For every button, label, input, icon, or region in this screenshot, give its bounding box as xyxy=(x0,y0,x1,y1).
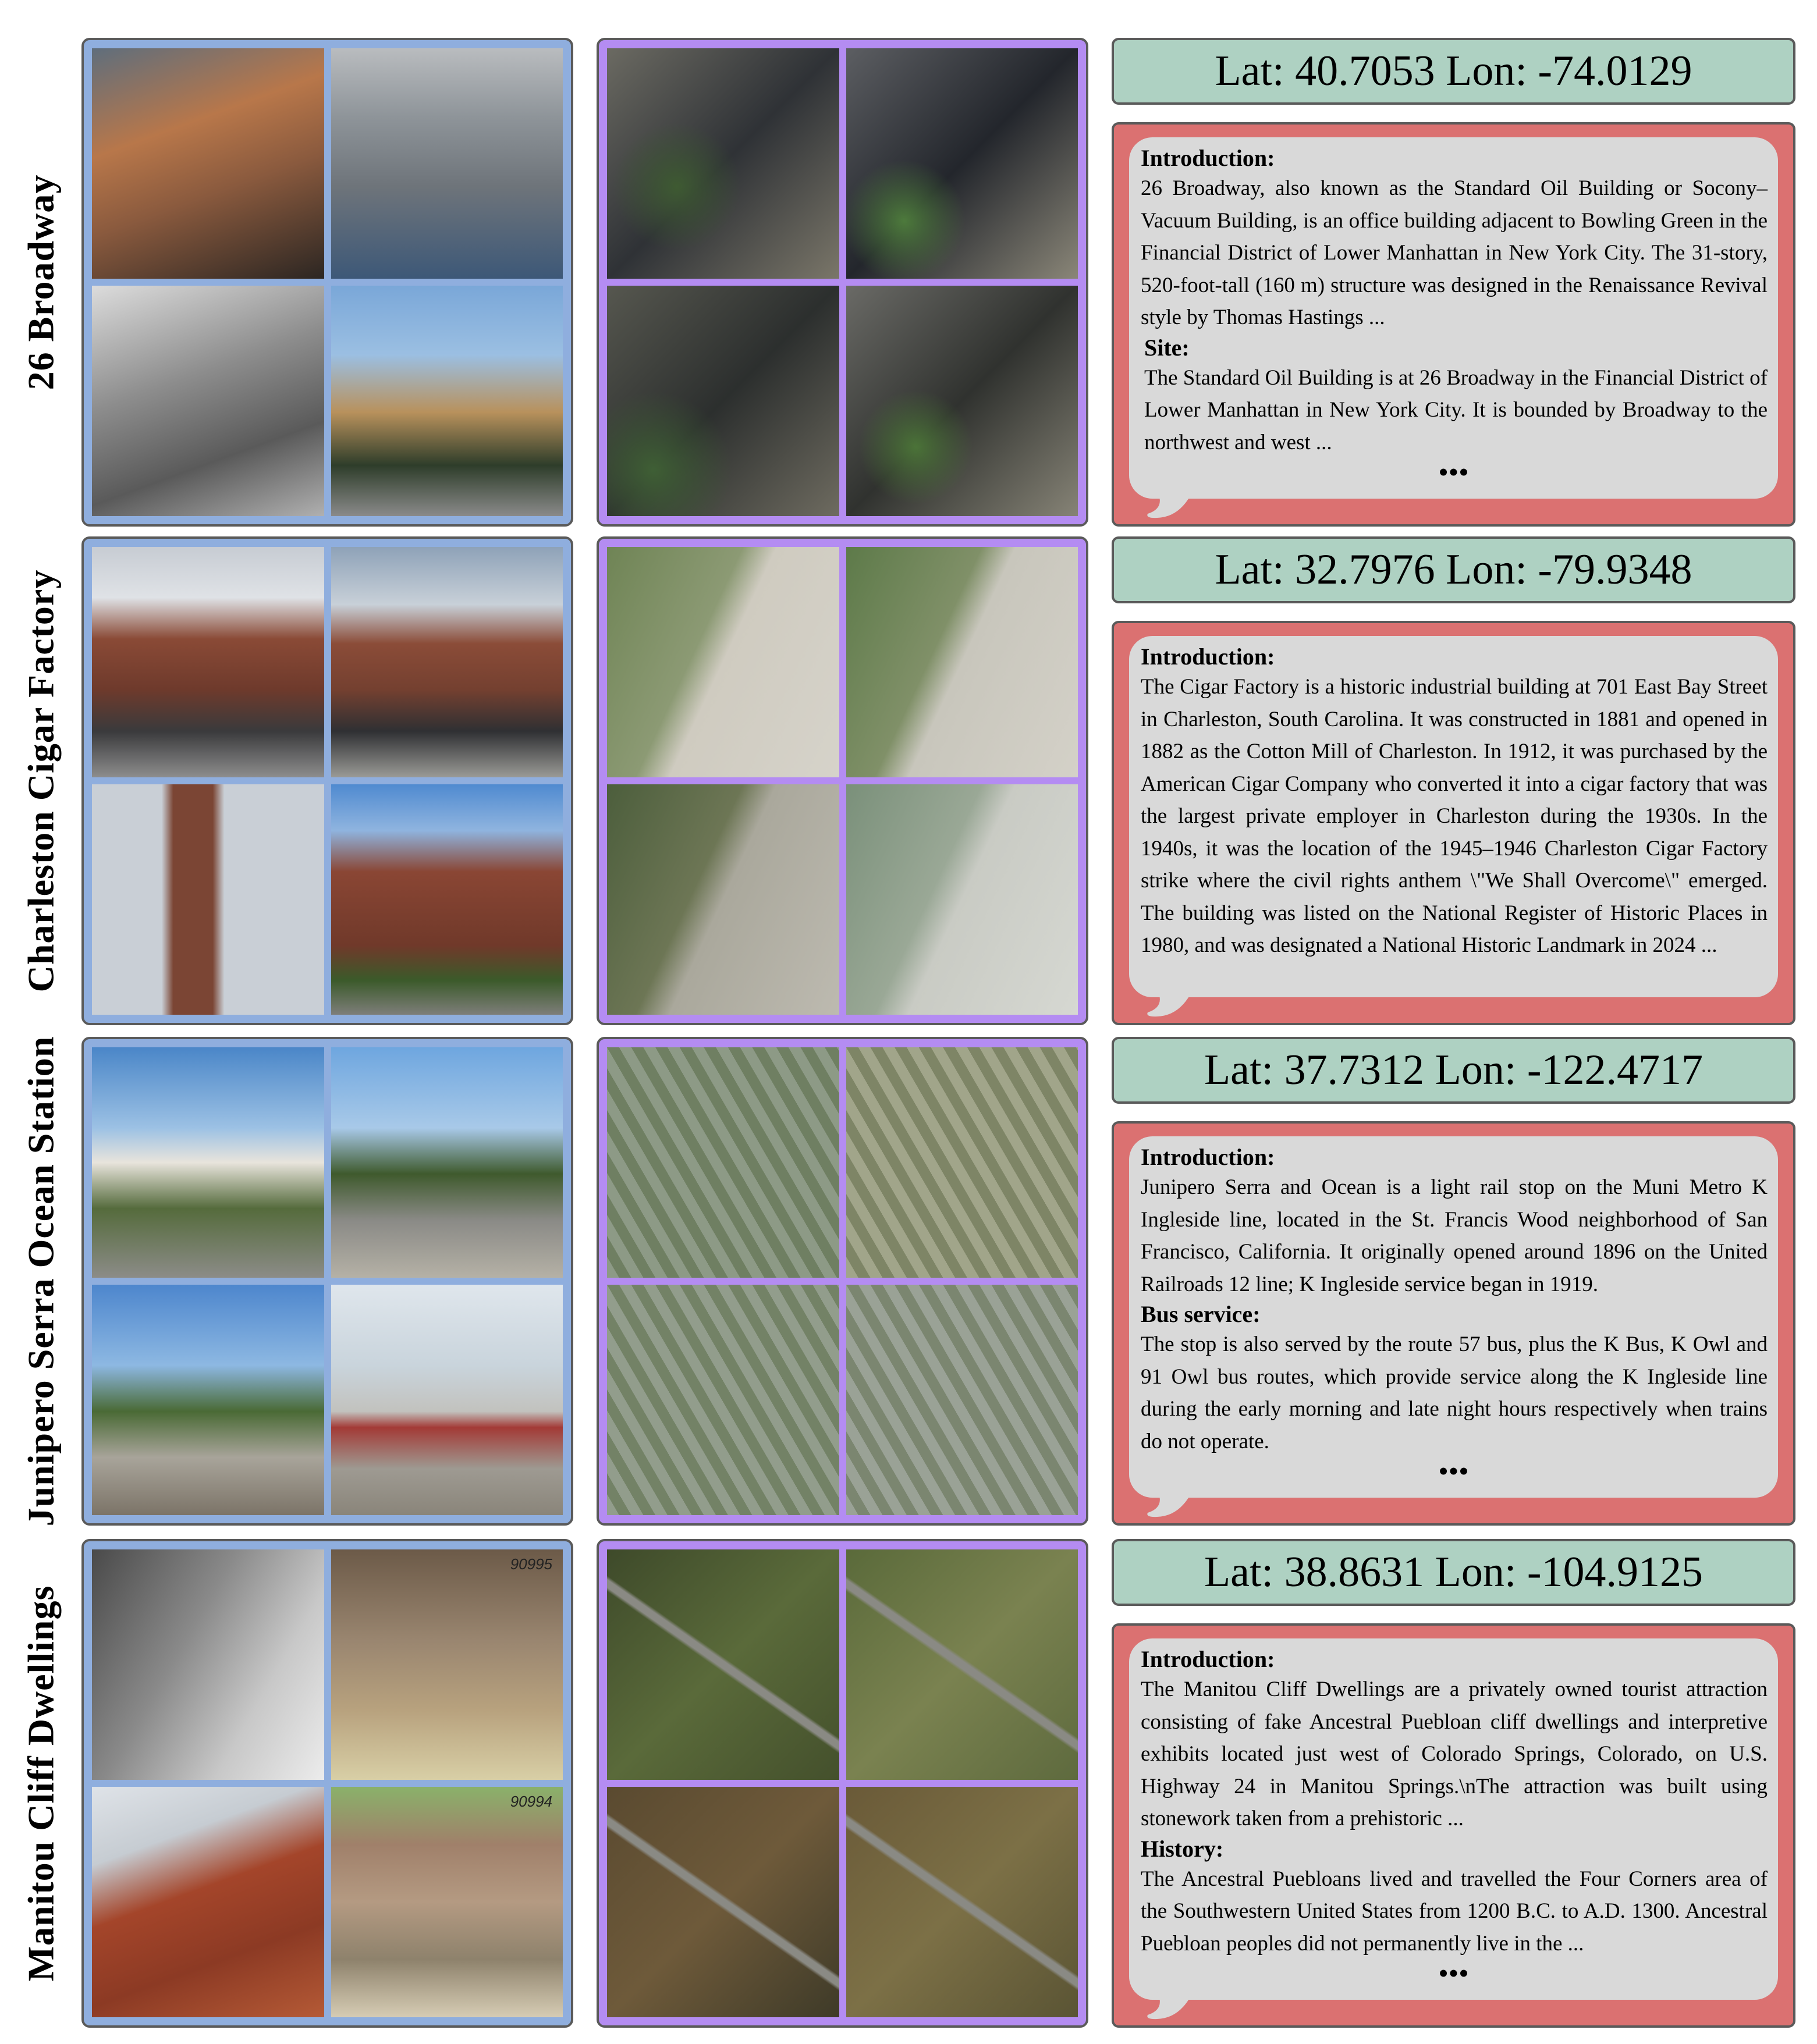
description-card xyxy=(1112,621,1795,1025)
section-heading: Introduction: xyxy=(1141,1646,1275,1672)
satellite-image-panel xyxy=(597,536,1088,1025)
ground-image xyxy=(92,547,324,777)
speech-bubble-tail-icon xyxy=(1145,1992,1198,2021)
speech-bubble-tail-icon xyxy=(1145,1490,1198,1519)
satellite-image-panel xyxy=(597,1539,1088,2028)
satellite-image xyxy=(846,1549,1078,1780)
section-heading: Introduction: xyxy=(1141,1144,1275,1170)
section-text: 26 Broadway, also known as the Standard Oil Building or Socony–Vacuum Building, is an office building adjacent to Bowling Green in the Financial District of Lower Manhattan in New York City. The 31-story, 520-foot-tall (160 m) structure was designed in the Renaissance Revival style by Thomas Hastings ... xyxy=(1141,176,1768,329)
satellite-image xyxy=(846,1285,1078,1515)
satellite-image xyxy=(607,1285,839,1515)
row-charleston-cigar-factory xyxy=(0,536,1817,1025)
section-text: The Ancestral Puebloans lived and travelled the Four Corners area of the Southwestern United States from 1200 B.C. to A.D. 1300. Ancestral Puebloan peoples did not permanently live in the ... xyxy=(1141,1867,1768,1956)
satellite-image xyxy=(607,1047,839,1278)
ground-image xyxy=(331,48,563,279)
satellite-image xyxy=(846,1787,1078,2017)
ground-image-panel xyxy=(81,1539,573,2028)
section-text: The Standard Oil Building is at 26 Broadway in the Financial District of Lower Manhattan in New York City. It is bounded by Broadway to the northwest and west ... xyxy=(1144,365,1768,454)
row-label: Manitou Cliff Dwellings xyxy=(20,1585,61,1982)
ground-image xyxy=(331,1787,563,2017)
ground-image-panel xyxy=(81,38,573,527)
ground-image xyxy=(92,1787,324,2017)
coordinates-box: Lat: 40.7053 Lon: -74.0129 xyxy=(1112,38,1795,105)
satellite-image xyxy=(607,1549,839,1780)
satellite-image xyxy=(607,286,839,516)
row-label: Junipero Serra Ocean Station xyxy=(20,1036,61,1527)
speech-bubble xyxy=(1129,1136,1778,1498)
ground-image xyxy=(92,286,324,516)
ground-image xyxy=(92,1047,324,1278)
speech-bubble-tail-icon xyxy=(1145,989,1198,1018)
ground-image xyxy=(331,547,563,777)
satellite-image xyxy=(607,547,839,777)
coordinates-box: Lat: 38.8631 Lon: -104.9125 xyxy=(1112,1539,1795,1606)
speech-bubble-tail-icon xyxy=(1145,490,1198,520)
ground-image xyxy=(92,1549,324,1780)
ground-image xyxy=(92,1285,324,1515)
ground-image xyxy=(331,286,563,516)
speech-bubble xyxy=(1129,137,1778,499)
ground-image xyxy=(331,784,563,1015)
row-label: Charleston Cigar Factory xyxy=(20,569,61,993)
description-card xyxy=(1112,1121,1795,1526)
section-heading: History: xyxy=(1141,1835,1224,1862)
satellite-image xyxy=(846,48,1078,279)
section-heading: Bus service: xyxy=(1141,1301,1261,1327)
section-heading: Introduction: xyxy=(1141,644,1275,670)
ellipsis-icon: ••• xyxy=(1439,1959,1470,1988)
satellite-image xyxy=(846,784,1078,1015)
satellite-image-panel xyxy=(597,1037,1088,1526)
satellite-image xyxy=(846,547,1078,777)
description-card xyxy=(1112,1623,1795,2028)
ground-image xyxy=(331,1285,563,1515)
satellite-image xyxy=(607,1787,839,2017)
ground-image xyxy=(92,784,324,1015)
postcard-number: 90994 xyxy=(510,1793,552,1810)
satellite-image xyxy=(607,784,839,1015)
section-heading: Introduction: xyxy=(1141,145,1275,171)
section-text: The Manitou Cliff Dwellings are a privately owned tourist attraction consisting of fake Ancestral Puebloan cliff dwellings and interpretive exhibits located just west of Colorado Springs, Colorado, on U.S. Highway 24 in Manitou Springs.\nThe attraction was built using stonework taken from a prehistoric ... xyxy=(1141,1677,1768,1830)
postcard-number: 90995 xyxy=(510,1555,552,1573)
row-label: 26 Broadway xyxy=(20,174,61,390)
speech-bubble xyxy=(1129,636,1778,997)
ground-image xyxy=(92,48,324,279)
ground-image xyxy=(331,1549,563,1780)
speech-bubble xyxy=(1129,1638,1778,2000)
row-26-broadway xyxy=(0,38,1817,527)
row-junipero-serra-ocean-station xyxy=(0,1037,1817,1526)
section-text: The stop is also served by the route 57 bus, plus the K Bus, K Owl and 91 Owl bus routes, which provide service along the K Ingleside line during the early morning and late night hours respectively when trains do not operate. xyxy=(1141,1332,1768,1453)
coordinates-box: Lat: 32.7976 Lon: -79.9348 xyxy=(1112,536,1795,603)
section-heading: Site: xyxy=(1144,334,1190,361)
ground-image-panel xyxy=(81,536,573,1025)
satellite-image xyxy=(846,1047,1078,1278)
ground-image-panel xyxy=(81,1037,573,1526)
ground-image xyxy=(331,1047,563,1278)
row-manitou-cliff-dwellings xyxy=(0,1539,1817,2028)
satellite-image-panel xyxy=(597,38,1088,527)
section-text: Junipero Serra and Ocean is a light rail stop on the Muni Metro K Ingleside line, located in the St. Francis Wood neighborhood of San Francisco, California. It originally opened around 1896 on the United Railroads 12 line; K Ingleside service began in 1919. xyxy=(1141,1175,1768,1296)
ellipsis-icon: ••• xyxy=(1439,458,1470,486)
coordinates-box: Lat: 37.7312 Lon: -122.4717 xyxy=(1112,1037,1795,1104)
satellite-image xyxy=(846,286,1078,516)
satellite-image xyxy=(607,48,839,279)
description-card xyxy=(1112,122,1795,527)
section-text: The Cigar Factory is a historic industrial building at 701 East Bay Street in Charleston, South Carolina. It was constructed in 1881 and opened in 1882 as the Cotton Mill of Charleston. In 1912, it was purchased by the American Cigar Company who converted it into a cigar factory that was the largest private employer in Charleston during the 1930s. In the 1940s, it was the location of the 1945–1946 Charleston Cigar Factory strike where the civil rights anthem \"We Shall Overcome\" emerged. The building was listed on the National Register of Historic Places in 1980, and was designated a National Historic Landmark in 2024 ... xyxy=(1141,675,1768,957)
ellipsis-icon: ••• xyxy=(1439,1457,1470,1485)
